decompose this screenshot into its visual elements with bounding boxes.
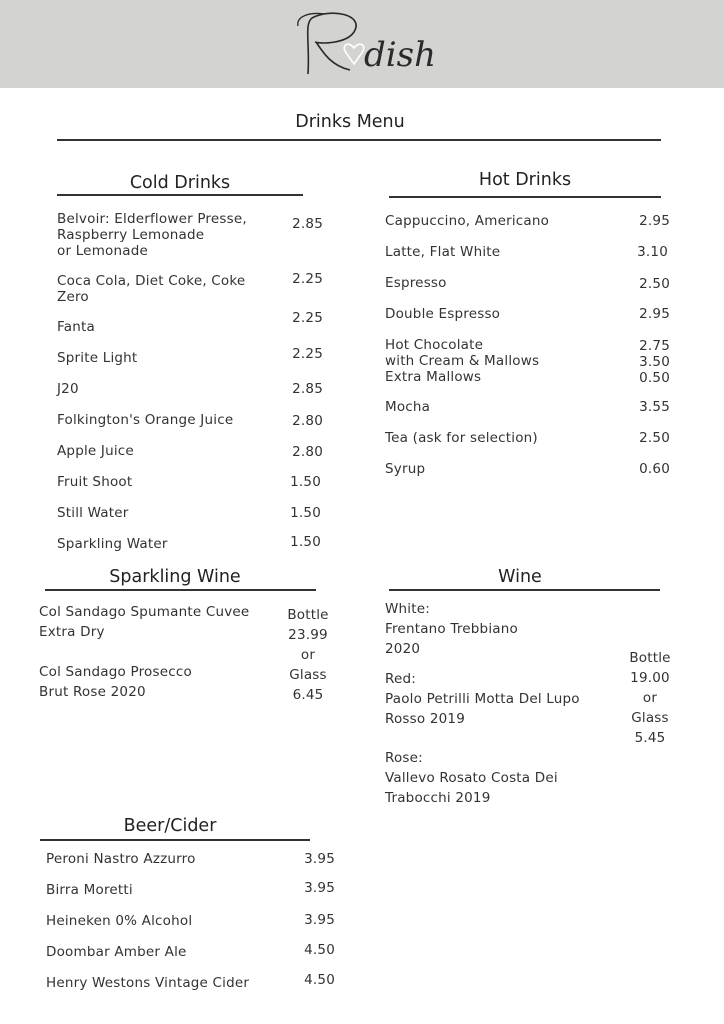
item-price: 2.50	[639, 276, 670, 292]
item-name: Col Sandago Prosecco Brut Rose 2020	[39, 664, 192, 700]
item-name: Espresso	[385, 275, 447, 291]
item-name: Still Water	[57, 505, 129, 521]
item-price: 2.80	[292, 444, 323, 460]
divider	[45, 589, 316, 591]
item-name: Double Espresso	[385, 306, 501, 322]
item-name: Cappuccino, Americano	[385, 213, 550, 229]
cold-drinks-heading: Cold Drinks	[129, 173, 231, 193]
item-name: Birra Moretti	[46, 882, 133, 898]
item-price: 1.50	[290, 505, 321, 521]
item-name: Latte, Flat White	[385, 244, 501, 260]
item-price: 1.50	[290, 474, 321, 490]
divider	[40, 839, 310, 841]
item-name: Doombar Amber Ale	[46, 944, 187, 960]
item-name: Mocha	[385, 399, 431, 415]
item-name: Sprite Light	[57, 350, 138, 366]
item-price: 3.10	[637, 244, 668, 260]
item-price: 0.60	[639, 461, 670, 477]
rose-wine: Rose: Vallevo Rosato Costa Dei Trabocchi 2019	[385, 750, 558, 806]
item-price: Bottle 19.00 or Glass 5.45	[629, 650, 671, 746]
item-name: Heineken 0% Alcohol	[46, 913, 193, 929]
divider	[57, 139, 661, 141]
item-price: 2.50	[639, 430, 670, 446]
svg-text:dish: dish	[364, 35, 436, 75]
wine-heading: Wine	[498, 567, 542, 587]
beer-cider-heading: Beer/Cider	[123, 816, 217, 836]
item-price: 2.25	[292, 346, 323, 362]
item-name: Peroni Nastro Azzurro	[46, 851, 196, 867]
item-name: J20	[57, 381, 79, 397]
item-price: 3.95	[304, 880, 335, 896]
item-name: Coca Cola, Diet Coke, Coke Zero	[57, 273, 246, 305]
item-name: Henry Westons Vintage Cider	[46, 975, 250, 991]
sparkling-wine-heading: Sparkling Wine	[109, 567, 241, 587]
item-name: Tea (ask for selection)	[385, 430, 538, 446]
item-price: 2.75 3.50 0.50	[639, 338, 670, 386]
white-wine: White: Frentano Trebbiano 2020	[385, 601, 518, 657]
item-name: Col Sandago Spumante Cuvee Extra Dry	[39, 604, 250, 640]
item-name: Folkington's Orange Juice	[57, 412, 234, 428]
red-wine: Red: Paolo Petrilli Motta Del Lupo Rosso 2019	[385, 671, 580, 727]
item-price: 1.50	[290, 534, 321, 550]
item-name: Hot Chocolate with Cream & Mallows Extra Mallows	[385, 337, 540, 385]
item-price: 4.50	[304, 972, 335, 988]
item-price: 2.80	[292, 413, 323, 429]
hot-drinks-heading: Hot Drinks	[478, 170, 572, 190]
divider	[57, 194, 303, 196]
item-price: 3.95	[304, 851, 335, 867]
item-price: 2.25	[292, 310, 323, 326]
item-name: Fruit Shoot	[57, 474, 133, 490]
item-name: Fanta	[57, 319, 95, 335]
item-price: 2.85	[292, 381, 323, 397]
item-price: 2.85	[292, 216, 323, 232]
divider	[389, 196, 661, 198]
item-price: 4.50	[304, 942, 335, 958]
item-price: 2.95	[639, 306, 670, 322]
item-name: Syrup	[385, 461, 426, 477]
item-name: Sparkling Water	[57, 536, 168, 552]
page-title: Drinks Menu	[295, 112, 405, 132]
item-name: Apple Juice	[57, 443, 134, 459]
divider	[389, 589, 660, 591]
item-price: 3.55	[639, 399, 670, 415]
item-price: 2.95	[639, 213, 670, 229]
radish-logo	[290, 4, 460, 84]
item-name: Belvoir: Elderflower Presse, Raspberry Lemonade or Lemonade	[57, 211, 247, 259]
item-price: Bottle 23.99 or Glass 6.45	[287, 607, 329, 703]
header-band	[0, 0, 724, 88]
item-price: 2.25	[292, 271, 323, 287]
item-price: 3.95	[304, 912, 335, 928]
